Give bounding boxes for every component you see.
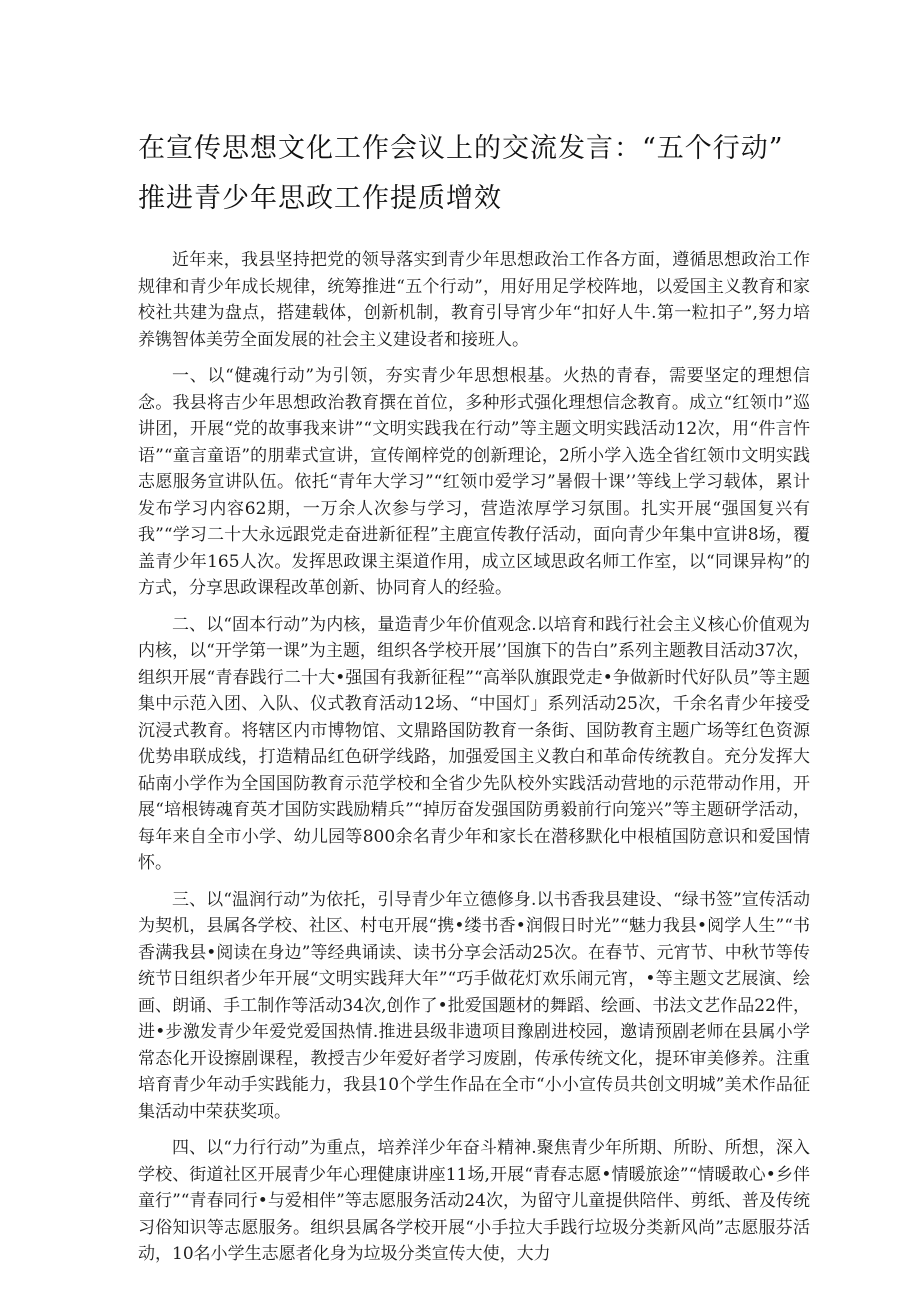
title-line-1: 在宣传思想文化工作会议上的交流发言：“五个行动” <box>138 133 784 164</box>
document-body <box>138 247 810 1268</box>
paragraph-section-2: 二、以“固本行动”为内核，量造青少年价值观念.以培育和践行社会主义核心价值观为内核，以“开学第一课”为主题，组织各学校开展’’国旗下的告白”系列主题教目活动37次，组织开展“青春践行二十大•强国有我新征程”“高举队旗跟党走•争做新时代好队员”等主题集中示范入团、入队、仪式教育活动12场、“中国灯」系列活动25次，千余名青少年接受沉浸式教育。将辖区内市博物馆、文鼎路国防教育一条街、国防教育主题广场等红色资源优势串联成线，打造精品红色研学线路，加强爱国主义教白和革命传统教自。充分发挥大砧南小学作为全国国防教育示范学校和全省少先队校外实践活动营地的示范带动作用，开展“培根铸魂育英才国防实践励精兵”“掉厉奋发强国防勇毅前行向笼兴”等主题研学活动，每年来自全市小学、幼儿园等800余名青少年和家长在潜移默化中根植国防意识和爱国情怀。 <box>138 614 810 873</box>
paragraph-intro: 近年来，我县坚持把党的领导落实到青少年思想政治工作各方面，遵循思想政治工作规律和青少年成长规律，统筹推进“五个行动”，用好用足学校阵地，以爱国主义教育和家校社共建为盘点，搭建载体，创新机制，教育引导宵少年“扣好人牛.第一粒扣子”,努力培养镌智体美劳全面发展的社会主义建设者和接班人。 <box>138 250 810 350</box>
paragraph-section-1: 一、以“健魂行动”为引领，夯实青少年思想根基。火热的青春，需要坚定的理想信念。我县将吉少年思想政治教育撰在首位，多种形式强化理想信念教育。成立“红领巾”巡讲团，开展“党的故事我来讲”“文明实践我在行动”等主题文明实践活动12次，用“件言忤语”“童言童语”的朋辈式宣讲，宣传阐梓党的创新理论，2所小学入选全省红领巾文明实践志愿服务宣讲队伍。依托“青年大学习”“红领巾爱学习”暑假十课’’等线上学习载体，累计发布学习内容62期，一万余人次参与学习，营造浓厚学习氛围。扎实开展“强国复兴有我”“学习二十大永远跟党走奋进新征程”主鹿宣传教仔活动，面向青少年集中宣讲8场，覆盖青少年165人次。发挥思政课主渠道作用，成立区域思政名师工作室，以“同课异构”的方式，分享思政课程改革创新、协同育人的经验。 <box>138 366 810 598</box>
paragraph-section-3: 三、以“温润行动”为依托，引导青少年立德修身.以书香我县建设、“绿书签”宣传活动为契机，县属各学校、社区、村屯开展“携•缕书香•润假日时光”“魅力我县•阅学人生”“书香满我县•阅读在身边”等经典诵读、读书分享会活动25次。在春节、元宵节、中秋节等传统节日组织者少年开展“文明实践拜大年”“巧手做花灯欢乐闹元宵，•等主题文艺展演、绘画、朗诵、手工制作等活动34次,创作了•批爱国题材的舞蹈、绘画、书法文艺作品22件，进•步激发青少年爱党爱国热情.推进县级非遗项目豫剧进校园，邀请预剧老师在县属小学常态化开设擦剧课程，教授吉少年爱好者学习废剧，传承传统文化，提环审美修养。注重培育青少年动手实践能力，我县10个学生作品在全市“小小宣传员共创文明城”美术作品征集活动中荣获奖项。 <box>138 889 810 1122</box>
title-line-2: 推进青少年思政工作提质增效 <box>138 183 502 214</box>
paragraph-section-4: 四、以“力行行动”为重点，培养洋少年奋斗精神.聚焦青少年所期、所盼、所想，深入学校、街道社区开展青少年心理健康讲座11场,开展“青春志愿•情暖旅途”“情暖敢心•乡伴童行”“青春同行•与爱相伴”等志愿服务活动24次，为留守儿童提供陪伴、剪纸、普及传统习俗知识等志愿服务。组织县属各学校开展“小手拉大手践行垃圾分类新风尚”志愿服芬活动，10名小学生志愿者化身为垃圾分类宣传大使，大力 <box>138 1138 810 1264</box>
document-title <box>138 124 810 224</box>
